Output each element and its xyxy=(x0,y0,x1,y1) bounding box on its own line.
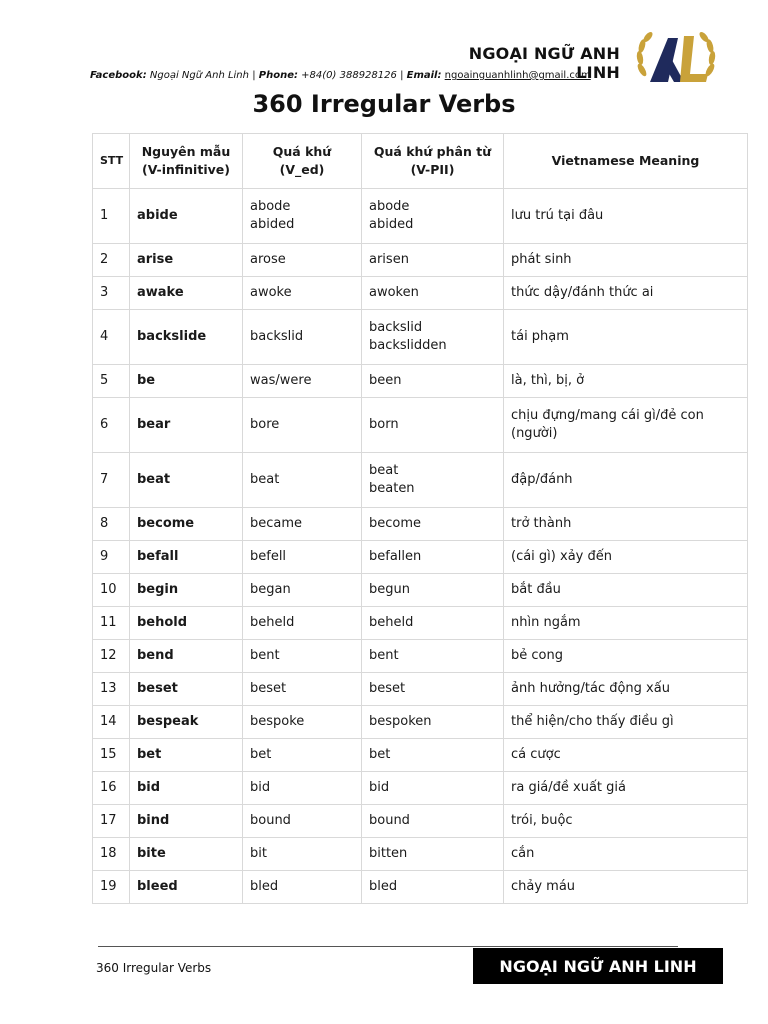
header-infinitive: Nguyên mẫu (V-infinitive) xyxy=(130,134,243,189)
verb-infinitive: become xyxy=(130,508,243,541)
verb-past: began xyxy=(243,574,362,607)
verb-meaning: lưu trú tại đâu xyxy=(504,189,748,244)
verb-meaning: đập/đánh xyxy=(504,453,748,508)
verb-past: bore xyxy=(243,398,362,453)
footer-title: 360 Irregular Verbs xyxy=(96,961,212,975)
row-number: 3 xyxy=(93,277,130,310)
verb-infinitive: backslide xyxy=(130,310,243,365)
footer-divider xyxy=(98,946,678,947)
verb-meaning: phát sinh xyxy=(504,244,748,277)
verb-past: beat xyxy=(243,453,362,508)
verb-past-participle: abode abided xyxy=(362,189,504,244)
verb-past: bled xyxy=(243,871,362,904)
row-number: 6 xyxy=(93,398,130,453)
verb-past-participle: backslid backslidden xyxy=(362,310,504,365)
table-row xyxy=(93,838,748,871)
table-header xyxy=(93,134,748,189)
verb-meaning: ra giá/đề xuất giá xyxy=(504,772,748,805)
phone-value: +84(0) 388928126 xyxy=(301,70,397,81)
row-number: 9 xyxy=(93,541,130,574)
verb-infinitive: bleed xyxy=(130,871,243,904)
separator: | xyxy=(400,70,404,81)
verb-past: became xyxy=(243,508,362,541)
verb-past: arose xyxy=(243,244,362,277)
verb-past-participle: bled xyxy=(362,871,504,904)
verb-meaning: ảnh hưởng/tác động xấu xyxy=(504,673,748,706)
row-number: 12 xyxy=(93,640,130,673)
verb-past-participle: bent xyxy=(362,640,504,673)
verb-past: bid xyxy=(243,772,362,805)
header-meaning: Vietnamese Meaning xyxy=(504,134,748,189)
header-past: Quá khứ (V_ed) xyxy=(243,134,362,189)
row-number: 2 xyxy=(93,244,130,277)
verb-infinitive: begin xyxy=(130,574,243,607)
phone-label: Phone: xyxy=(258,70,298,81)
row-number: 14 xyxy=(93,706,130,739)
table-body xyxy=(93,189,748,904)
verb-meaning: tái phạm xyxy=(504,310,748,365)
row-number: 15 xyxy=(93,739,130,772)
contact-line xyxy=(90,70,630,81)
logo-letters xyxy=(650,36,708,82)
email-link[interactable]: ngoainguanhlinh@gmail.com xyxy=(444,70,591,81)
table-row xyxy=(93,706,748,739)
verb-past: backslid xyxy=(243,310,362,365)
verb-infinitive: bend xyxy=(130,640,243,673)
verb-past-participle: bet xyxy=(362,739,504,772)
row-number: 10 xyxy=(93,574,130,607)
table-row xyxy=(93,673,748,706)
verb-infinitive: beat xyxy=(130,453,243,508)
verb-infinitive: awake xyxy=(130,277,243,310)
verb-infinitive: bet xyxy=(130,739,243,772)
verb-meaning: trói, buộc xyxy=(504,805,748,838)
document-title: 360 Irregular Verbs xyxy=(252,90,516,118)
verb-meaning: chảy máu xyxy=(504,871,748,904)
verb-past: bound xyxy=(243,805,362,838)
table-row xyxy=(93,398,748,453)
row-number: 11 xyxy=(93,607,130,640)
table-row xyxy=(93,244,748,277)
table-row xyxy=(93,871,748,904)
header-stt: STT xyxy=(93,134,130,189)
table-row xyxy=(93,189,748,244)
verb-past: was/were xyxy=(243,365,362,398)
verb-meaning: thể hiện/cho thấy điều gì xyxy=(504,706,748,739)
verb-past: abode abided xyxy=(243,189,362,244)
table-row xyxy=(93,805,748,838)
brand-logo xyxy=(634,30,718,88)
table-row xyxy=(93,508,748,541)
verb-infinitive: bid xyxy=(130,772,243,805)
row-number: 17 xyxy=(93,805,130,838)
verb-infinitive: be xyxy=(130,365,243,398)
verb-infinitive: arise xyxy=(130,244,243,277)
verb-past-participle: become xyxy=(362,508,504,541)
verb-past: bespoke xyxy=(243,706,362,739)
verb-past-participle: begun xyxy=(362,574,504,607)
table-row xyxy=(93,607,748,640)
row-number: 4 xyxy=(93,310,130,365)
facebook-label: Facebook: xyxy=(90,70,147,81)
row-number: 16 xyxy=(93,772,130,805)
verb-past: bet xyxy=(243,739,362,772)
row-number: 5 xyxy=(93,365,130,398)
verb-past-participle: befallen xyxy=(362,541,504,574)
row-number: 1 xyxy=(93,189,130,244)
brand-title: NGOẠI NGỮ ANH LINH xyxy=(468,44,620,82)
row-number: 8 xyxy=(93,508,130,541)
verb-meaning: là, thì, bị, ở xyxy=(504,365,748,398)
verb-past: awoke xyxy=(243,277,362,310)
verb-infinitive: abide xyxy=(130,189,243,244)
table-row xyxy=(93,541,748,574)
verb-past-participle: bitten xyxy=(362,838,504,871)
table-row xyxy=(93,574,748,607)
verb-meaning: cá cược xyxy=(504,739,748,772)
verb-past-participle: beat beaten xyxy=(362,453,504,508)
verb-past: befell xyxy=(243,541,362,574)
facebook-value[interactable]: Ngoại Ngữ Anh Linh xyxy=(149,70,249,81)
verb-meaning: trở thành xyxy=(504,508,748,541)
table-row xyxy=(93,310,748,365)
verb-past-participle: awoken xyxy=(362,277,504,310)
verb-past-participle: born xyxy=(362,398,504,453)
irregular-verbs-table xyxy=(92,133,748,904)
verb-meaning: (cái gì) xảy đến xyxy=(504,541,748,574)
verb-meaning: cắn xyxy=(504,838,748,871)
email-label: Email: xyxy=(406,70,442,81)
verb-infinitive: befall xyxy=(130,541,243,574)
verb-past-participle: been xyxy=(362,365,504,398)
verb-past-participle: bound xyxy=(362,805,504,838)
table-row xyxy=(93,640,748,673)
table-row xyxy=(93,739,748,772)
verb-infinitive: bind xyxy=(130,805,243,838)
verb-meaning: nhìn ngắm xyxy=(504,607,748,640)
verb-infinitive: bite xyxy=(130,838,243,871)
table-row xyxy=(93,453,748,508)
table-row xyxy=(93,277,748,310)
verb-infinitive: bear xyxy=(130,398,243,453)
verb-past-participle: bespoken xyxy=(362,706,504,739)
verb-meaning: bắt đầu xyxy=(504,574,748,607)
verb-past-participle: beheld xyxy=(362,607,504,640)
verb-meaning: chịu đựng/mang cái gì/đẻ con (người) xyxy=(504,398,748,453)
row-number: 18 xyxy=(93,838,130,871)
verb-meaning: bẻ cong xyxy=(504,640,748,673)
separator: | xyxy=(252,70,256,81)
verb-past: bit xyxy=(243,838,362,871)
row-number: 19 xyxy=(93,871,130,904)
verb-meaning: thức dậy/đánh thức ai xyxy=(504,277,748,310)
verb-infinitive: bespeak xyxy=(130,706,243,739)
verb-past-participle: arisen xyxy=(362,244,504,277)
verb-infinitive: behold xyxy=(130,607,243,640)
header-past-participle: Quá khứ phân từ (V-PII) xyxy=(362,134,504,189)
footer-brand-banner: NGOẠI NGỮ ANH LINH xyxy=(473,948,723,984)
verb-past-participle: beset xyxy=(362,673,504,706)
row-number: 13 xyxy=(93,673,130,706)
verb-infinitive: beset xyxy=(130,673,243,706)
row-number: 7 xyxy=(93,453,130,508)
verb-past: beset xyxy=(243,673,362,706)
verb-past: bent xyxy=(243,640,362,673)
table-row xyxy=(93,772,748,805)
verb-past: beheld xyxy=(243,607,362,640)
verb-past-participle: bid xyxy=(362,772,504,805)
table-row xyxy=(93,365,748,398)
